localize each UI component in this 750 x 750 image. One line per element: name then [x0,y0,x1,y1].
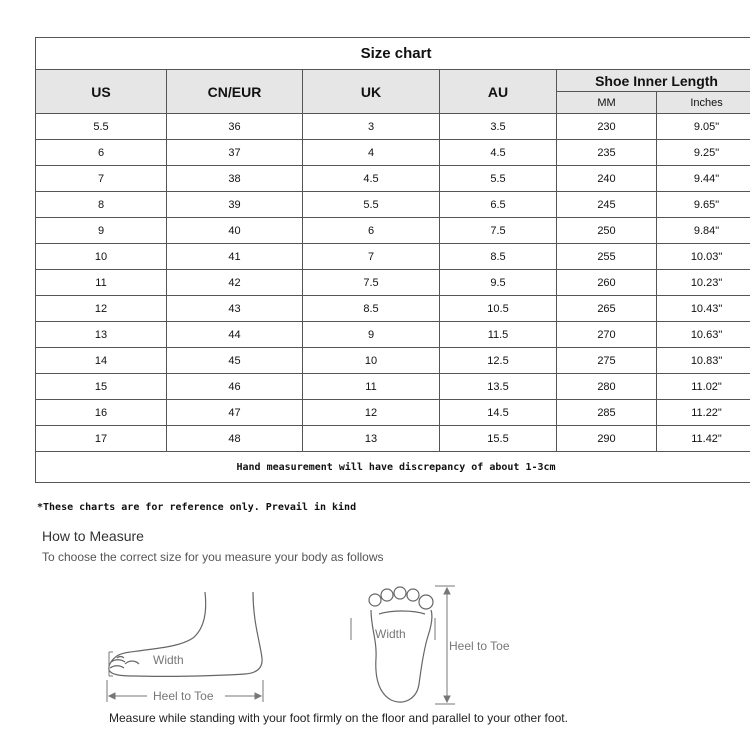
size-chart-table [35,37,750,483]
how-to-measure-subtitle: To choose the correct size for you measure your body as follows [42,550,384,564]
cell-uk: 10 [303,348,440,374]
cell-us: 7 [36,166,167,192]
cell-inches: 10.83" [657,348,750,374]
foot-top-view-icon [369,587,433,702]
cell-mm: 265 [557,296,657,322]
cell-us: 15 [36,374,167,400]
cell-inches: 10.63" [657,322,750,348]
cell-mm: 260 [557,270,657,296]
cell-us: 12 [36,296,167,322]
cell-inches: 11.02" [657,374,750,400]
cell-inches: 9.05" [657,114,750,140]
cell-uk: 5.5 [303,192,440,218]
cell-uk: 9 [303,322,440,348]
cell-cn-eur: 44 [167,322,303,348]
cell-mm: 235 [557,140,657,166]
cell-uk: 12 [303,400,440,426]
cell-uk: 11 [303,374,440,400]
cell-cn-eur: 46 [167,374,303,400]
cell-inches: 9.25" [657,140,750,166]
cell-inches: 9.84" [657,218,750,244]
cell-inches: 10.23" [657,270,750,296]
table-row [36,218,750,244]
cell-inches: 11.42" [657,426,750,452]
cell-au: 5.5 [440,166,557,192]
foot-side-view-icon [109,592,262,676]
header-au: AU [440,70,557,114]
cell-cn-eur: 38 [167,166,303,192]
header-cn-eur: CN/EUR [167,70,303,114]
cell-uk: 7 [303,244,440,270]
cell-au: 4.5 [440,140,557,166]
cell-uk: 6 [303,218,440,244]
cell-au: 6.5 [440,192,557,218]
cell-us: 5.5 [36,114,167,140]
cell-inches: 9.65" [657,192,750,218]
cell-cn-eur: 45 [167,348,303,374]
size-chart-title: Size chart [36,38,750,70]
cell-us: 9 [36,218,167,244]
cell-cn-eur: 48 [167,426,303,452]
cell-mm: 255 [557,244,657,270]
cell-cn-eur: 36 [167,114,303,140]
cell-cn-eur: 39 [167,192,303,218]
table-row [36,192,750,218]
cell-uk: 4 [303,140,440,166]
table-row [36,270,750,296]
cell-au: 8.5 [440,244,557,270]
cell-us: 13 [36,322,167,348]
table-row [36,322,750,348]
cell-us: 17 [36,426,167,452]
cell-cn-eur: 47 [167,400,303,426]
header-uk: UK [303,70,440,114]
cell-mm: 245 [557,192,657,218]
table-row [36,114,750,140]
reference-note: *These charts are for reference only. Prevail in kind [37,502,357,513]
cell-us: 11 [36,270,167,296]
how-to-measure-title: How to Measure [42,528,144,544]
cell-mm: 240 [557,166,657,192]
cell-inches: 11.22" [657,400,750,426]
cell-au: 11.5 [440,322,557,348]
cell-mm: 250 [557,218,657,244]
cell-cn-eur: 41 [167,244,303,270]
cell-uk: 4.5 [303,166,440,192]
cell-mm: 290 [557,426,657,452]
cell-uk: 3 [303,114,440,140]
header-us: US [36,70,167,114]
cell-inches: 10.03" [657,244,750,270]
cell-us: 8 [36,192,167,218]
size-chart-body [36,114,750,452]
measure-instruction: Measure while standing with your foot firmly on the floor and parallel to your other foot. [109,711,568,725]
cell-au: 3.5 [440,114,557,140]
table-row [36,140,750,166]
cell-au: 9.5 [440,270,557,296]
foot-measure-illustration [95,580,575,710]
cell-mm: 230 [557,114,657,140]
table-row [36,244,750,270]
cell-mm: 280 [557,374,657,400]
top-width-label: Width [375,627,406,641]
cell-cn-eur: 40 [167,218,303,244]
cell-us: 6 [36,140,167,166]
cell-uk: 7.5 [303,270,440,296]
header-mm: MM [557,92,657,114]
cell-au: 15.5 [440,426,557,452]
top-length-label: Heel to Toe [449,639,510,653]
header-shoe-inner-length: Shoe Inner Length [557,70,750,92]
cell-inches: 10.43" [657,296,750,322]
cell-us: 10 [36,244,167,270]
cell-mm: 285 [557,400,657,426]
cell-mm: 275 [557,348,657,374]
cell-cn-eur: 43 [167,296,303,322]
cell-inches: 9.44" [657,166,750,192]
cell-cn-eur: 37 [167,140,303,166]
table-row [36,166,750,192]
cell-au: 14.5 [440,400,557,426]
cell-uk: 8.5 [303,296,440,322]
cell-au: 13.5 [440,374,557,400]
cell-uk: 13 [303,426,440,452]
side-length-label: Heel to Toe [153,689,214,703]
table-row [36,296,750,322]
measurement-discrepancy-note: Hand measurement will have discrepancy of about 1-3cm [36,452,750,483]
table-row [36,400,750,426]
cell-us: 14 [36,348,167,374]
cell-cn-eur: 42 [167,270,303,296]
header-inches: Inches [657,92,750,114]
table-row [36,426,750,452]
table-row [36,348,750,374]
table-row [36,374,750,400]
cell-us: 16 [36,400,167,426]
cell-mm: 270 [557,322,657,348]
cell-au: 10.5 [440,296,557,322]
side-width-label: Width [153,653,184,667]
cell-au: 7.5 [440,218,557,244]
cell-au: 12.5 [440,348,557,374]
